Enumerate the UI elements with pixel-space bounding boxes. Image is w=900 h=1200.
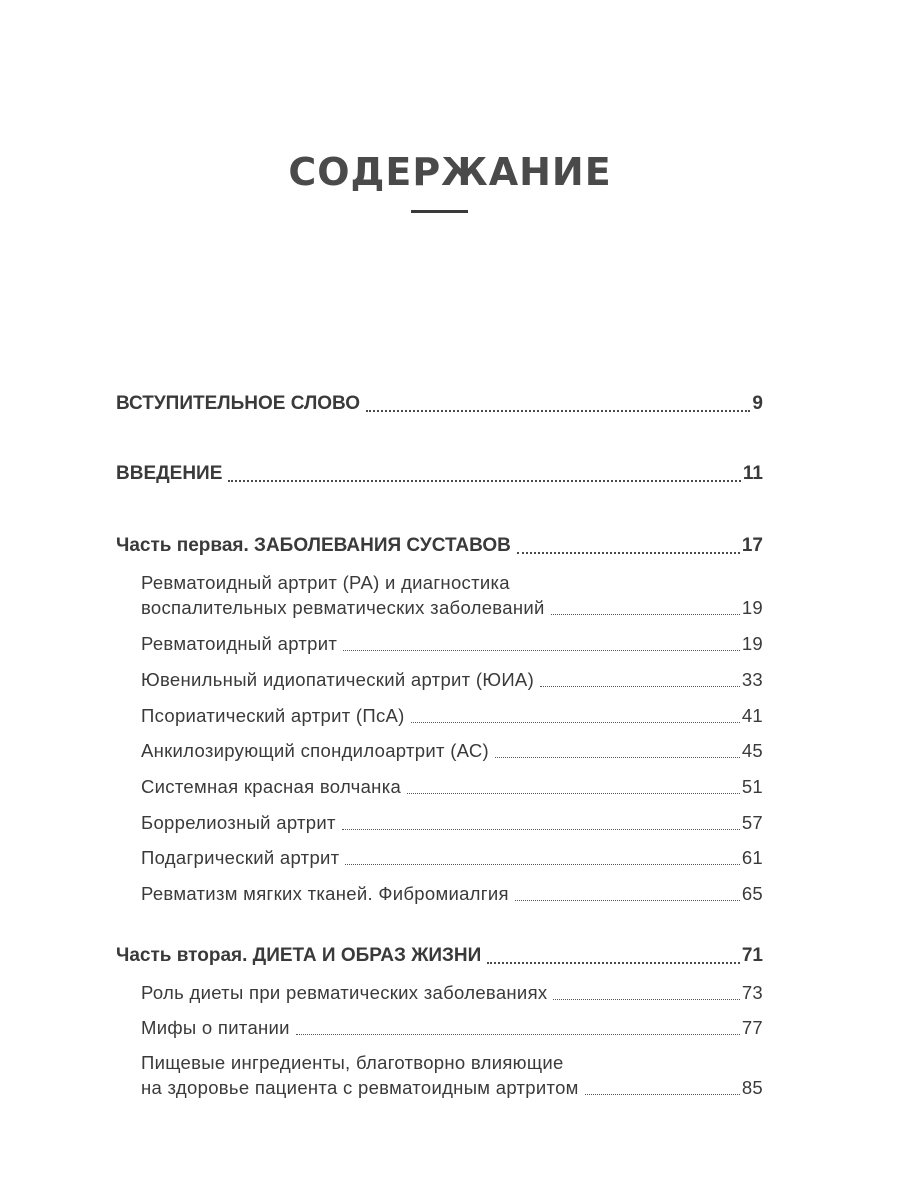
toc-entry-fibromyalgia[interactable]	[141, 883, 763, 905]
toc-entry-label: Подагрический артрит	[141, 847, 340, 868]
toc-page-number: 33	[741, 669, 763, 690]
toc-entry-foreword[interactable]	[116, 393, 763, 416]
toc-entry-label: Анкилозирующий спондилоартрит (АС)	[141, 740, 490, 761]
toc-entry-label-line1: Ревматоидный артрит (РА) и диагностика	[141, 572, 510, 593]
toc-leader-dots	[228, 480, 741, 482]
toc-entry-introduction[interactable]	[116, 463, 763, 486]
toc-leader-dots	[343, 650, 740, 651]
toc-entry-label: воспалительных ревматических заболеваний	[141, 597, 545, 618]
toc-leader-dots	[342, 829, 740, 830]
toc-page-number: 61	[741, 847, 763, 868]
toc-leader-dots	[487, 962, 740, 964]
toc-leader-dots	[495, 757, 740, 758]
toc-leader-dots	[515, 900, 740, 901]
toc-page-number: 19	[741, 597, 763, 618]
toc-leader-dots	[345, 864, 739, 865]
toc-entry-label: Псориатический артрит (ПсА)	[141, 705, 405, 726]
toc-entry-label: Роль диеты при ревматических заболеваниях	[141, 982, 548, 1003]
toc-leader-dots	[366, 410, 750, 412]
toc-entry-label: Ювенильный идиопатический артрит (ЮИА)	[141, 669, 535, 690]
toc-leader-dots	[551, 614, 740, 615]
toc-page-number: 19	[741, 633, 763, 654]
toc-entry-gout-arthritis[interactable]	[141, 847, 763, 869]
toc-page-number: 11	[742, 463, 763, 484]
toc-entry-part-two[interactable]	[116, 945, 763, 968]
toc-page-number: 85	[741, 1077, 763, 1098]
toc-entry-psoriatic-arthritis[interactable]	[141, 705, 763, 727]
toc-entry-label: Часть первая. ЗАБОЛЕВАНИЯ СУСТАВОВ	[116, 535, 511, 556]
toc-leader-dots	[296, 1034, 740, 1035]
toc-entry-nutrition-myths[interactable]	[141, 1017, 763, 1039]
toc-entry-label: Ревматизм мягких тканей. Фибромиалгия	[141, 883, 509, 904]
toc-page-number: 51	[741, 776, 763, 797]
toc-entry-food-ingredients[interactable]	[141, 1077, 763, 1099]
toc-leader-dots	[407, 793, 740, 794]
toc-entry-lupus[interactable]	[141, 776, 763, 798]
toc-page-number: 9	[752, 393, 763, 414]
toc-entry-label-line1: Пищевые ингредиенты, благотворно влияющие	[141, 1052, 564, 1073]
toc-entry-label: Боррелиозный артрит	[141, 812, 336, 833]
toc-entry-label: Часть вторая. ДИЕТА И ОБРАЗ ЖИЗНИ	[116, 945, 482, 966]
toc-entry-borreliosis-arthritis[interactable]	[141, 812, 763, 834]
toc-page-number: 57	[741, 812, 763, 833]
toc-page-number: 17	[741, 535, 763, 556]
toc-entry-juvenile-arthritis[interactable]	[141, 669, 763, 691]
toc-leader-dots	[540, 686, 740, 687]
page-title: СОДЕРЖАНИЕ	[288, 150, 612, 194]
toc-entry-part-one[interactable]	[116, 535, 763, 558]
toc-leader-dots	[585, 1094, 740, 1095]
toc-entry-label: ВВЕДЕНИЕ	[116, 463, 223, 484]
toc-page-number: 41	[741, 705, 763, 726]
toc-leader-dots	[553, 999, 739, 1000]
toc-page-number: 65	[741, 883, 763, 904]
toc-page-number: 45	[741, 740, 763, 761]
toc-entry-rheumatoid-arthritis[interactable]	[141, 633, 763, 655]
toc-entry-label: Системная красная волчанка	[141, 776, 402, 797]
toc-page-number: 73	[741, 982, 763, 1003]
toc-entry-ra-diagnostics[interactable]	[141, 597, 763, 619]
toc-entry-label: ВСТУПИТЕЛЬНОЕ СЛОВО	[116, 393, 361, 414]
toc-entry-label: на здоровье пациента с ревматоидным артритом	[141, 1077, 579, 1098]
toc-leader-dots	[517, 552, 740, 554]
toc-page-number: 71	[741, 945, 763, 966]
toc-leader-dots	[411, 722, 740, 723]
toc-entry-diet-role[interactable]	[141, 982, 763, 1004]
toc-entry-ankylosing-spondylitis[interactable]	[141, 740, 763, 762]
toc-entry-label: Мифы о питании	[141, 1017, 290, 1038]
toc-entry-label: Ревматоидный артрит	[141, 633, 338, 654]
title-underline	[411, 210, 468, 213]
toc-page-number: 77	[741, 1017, 763, 1038]
